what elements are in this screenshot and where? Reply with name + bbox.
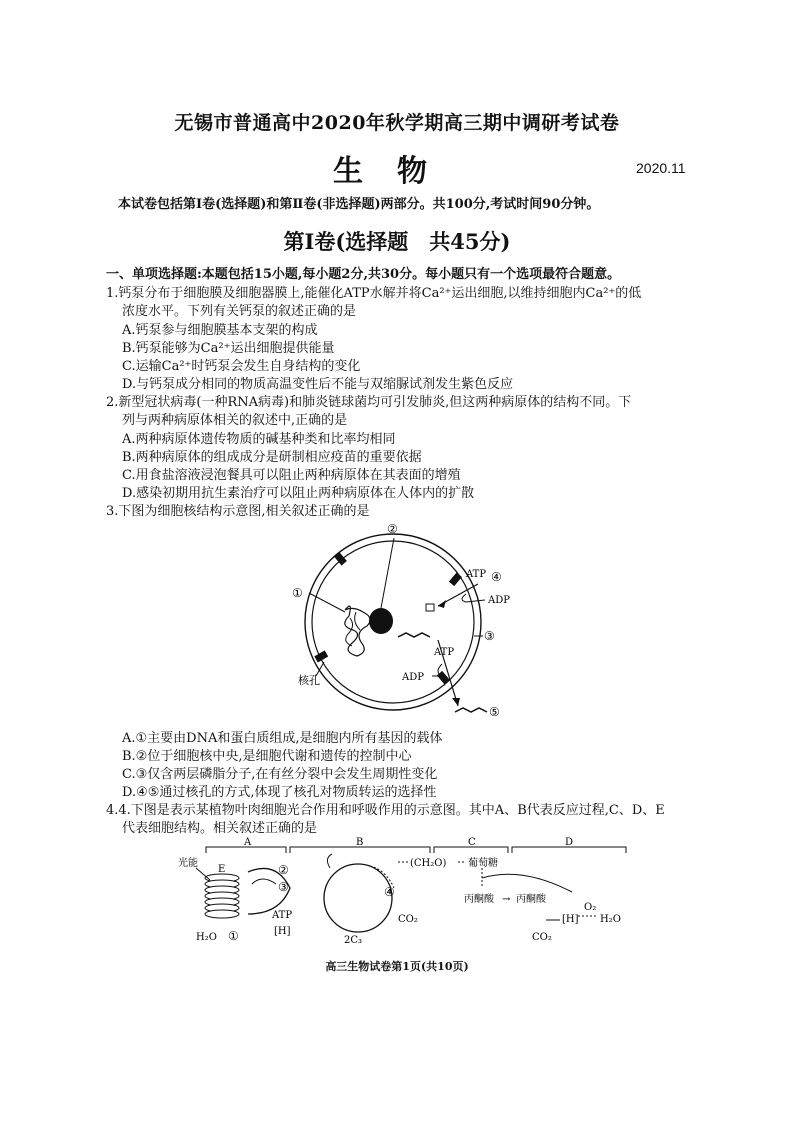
q1-stem-line1: 1.钙泵分布于细胞膜及细胞器膜上,能催化ATP水解并将Ca²⁺运出细胞,以维持细胞内Ca²⁺的低	[106, 286, 642, 301]
label-h2o-input: H₂O	[196, 932, 217, 943]
section-heading: 一、单项选择题:本题包括15小题,每小题2分,共30分。每小题只有一个选项最符合题意。	[106, 267, 621, 282]
label-2: ②	[387, 522, 398, 536]
q2-option-b: B.两种病原体的组成成分是研制相应疫苗的重要依据	[122, 450, 422, 465]
chromatin	[345, 606, 370, 656]
q2-option-a: A.两种病原体遗传物质的碱基种类和比率均相同	[122, 432, 396, 447]
q3-option-a: A.①主要由DNA和蛋白质组成,是细胞内所有基因的载体	[122, 731, 443, 746]
q1-option-d: D.与钙泵成分相同的物质高温变性后不能与双缩脲试剂发生紫色反应	[122, 377, 514, 392]
q2-stem-line1: 2.新型冠状病毒(一种RNA病毒)和肺炎链球菌均可引发肺炎,但这两种病原体的结构不同。下	[106, 395, 632, 410]
molecule-4	[426, 604, 434, 611]
q3-option-c: C.③仅含两层磷脂分子,在有丝分裂中会发生周期性变化	[122, 767, 438, 782]
label-c: C	[468, 837, 476, 848]
thylakoid-stack	[205, 874, 239, 918]
q1-option-c: C.运输Ca²⁺时钙泵会发生自身结构的变化	[122, 359, 361, 374]
label-atp-top: ATP	[466, 569, 487, 580]
label-glucose: 葡萄糖	[468, 858, 498, 869]
q1-stem-line2: 浓度水平。下列有关钙泵的叙述正确的是	[122, 304, 357, 319]
label-a: A	[244, 837, 252, 848]
label-d: D	[565, 837, 574, 848]
label-4: ④	[491, 570, 502, 584]
label-co2-output: CO₂	[532, 932, 552, 943]
adp-arrow	[462, 594, 485, 602]
label-h2o-output: H₂O	[600, 914, 621, 925]
nucleus-structure-diagram	[285, 518, 525, 728]
label-circle-2: ②	[278, 863, 289, 877]
label-1: ①	[292, 586, 303, 600]
exam-title: 无锡市普通高中2020年秋学期高三期中调研考试卷	[174, 112, 620, 134]
label-co2: CO₂	[398, 914, 418, 925]
label-light-energy: 光能	[178, 858, 198, 869]
label-h: [H]	[562, 914, 579, 925]
calvin-cycle	[324, 864, 392, 932]
q3-option-b: B.②位于细胞核中央,是细胞代谢和遗传的控制中心	[122, 749, 412, 764]
q2-stem-line2: 列与两种病原体相关的叙述中,正确的是	[122, 413, 348, 428]
nuclear-envelope-outer	[305, 534, 481, 710]
label-circle-3: ③	[278, 880, 289, 894]
subject-title: 生物	[333, 154, 461, 189]
nuclear-pore	[334, 552, 347, 566]
label-5: ⑤	[489, 705, 500, 719]
nuclear-pore	[449, 572, 462, 586]
q4-stem-line2: 代表细胞结构。相关叙述正确的是	[122, 821, 318, 836]
q3-option-d: D.④⑤通过核孔的方式,体现了核孔对物质转运的选择性	[122, 785, 437, 800]
photosynthesis-respiration-diagram	[170, 835, 640, 947]
label-ch2o: (CH₂O)	[410, 858, 447, 869]
molecule-5-exported	[455, 708, 487, 712]
q2-option-d: D.感染初期用抗生素治疗可以阻止两种病原体在人体内的扩散	[122, 486, 475, 501]
label-adp-top: ADP	[488, 595, 510, 606]
molecule-5-chain	[398, 633, 430, 637]
label-nadph: [H]	[274, 926, 291, 937]
label-3: ③	[484, 629, 495, 643]
page-footer: 高三生物试卷第1页(共10页)	[325, 960, 469, 973]
label-b: B	[356, 837, 364, 848]
label-arrow: →	[502, 894, 511, 905]
cycle-arrow	[327, 854, 332, 868]
label-circle-4: ④	[384, 885, 395, 899]
q3-stem: 3.下图为细胞核结构示意图,相关叙述正确的是	[106, 504, 370, 519]
part-one-title: 第Ⅰ卷(选择题 共45分)	[283, 229, 511, 254]
exam-instructions: 本试卷包括第Ⅰ卷(选择题)和第Ⅱ卷(非选择题)两部分。共100分,考试时间90分钟。	[118, 197, 600, 212]
label-pyruvate-1: 丙酮酸	[464, 894, 494, 905]
label-pyruvate-2: 丙酮酸	[516, 894, 546, 905]
label-e: E	[218, 864, 226, 875]
nucleolus	[369, 608, 393, 634]
q1-option-a: A.钙泵参与细胞膜基本支架的构成	[122, 323, 318, 338]
adp-to-atp-arrow	[252, 879, 276, 884]
arrow-head	[438, 600, 446, 608]
label-nuclear-pore: 核孔	[298, 674, 320, 687]
label-o2: O₂	[584, 902, 597, 913]
label-atp: ATP	[272, 910, 293, 921]
light-arrow	[196, 868, 210, 880]
respiration-arrow	[482, 874, 572, 892]
label-circle-1: ①	[228, 929, 239, 943]
label-adp-bottom: ADP	[402, 672, 424, 683]
q2-option-c: C.用食盐溶液浸泡餐具可以阻止两种病原体在其表面的增殖	[122, 468, 461, 483]
label-line-2	[381, 538, 394, 608]
q1-option-b: B.钙泵能够为Ca²⁺运出细胞提供能量	[122, 341, 335, 356]
label-atp-bottom: ATP	[434, 647, 455, 658]
q4-stem-line1: 4.4.下图是表示某植物叶肉细胞光合作用和呼吸作用的示意图。其中A、B代表反应过程,C、D、E	[106, 803, 665, 818]
exam-date: 2020.11	[636, 160, 686, 176]
label-2c3: 2C₃	[344, 935, 363, 946]
arrow-head	[452, 698, 460, 706]
